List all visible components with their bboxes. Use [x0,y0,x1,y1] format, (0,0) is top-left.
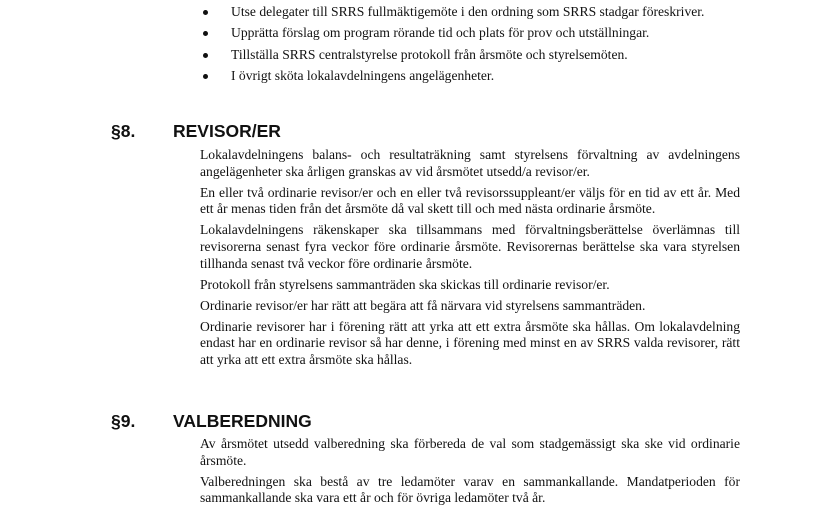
section-title: VALBEREDNING [173,411,312,431]
list-item-text: Utse delegater till SRRS fullmäktigemöte i den ordning som SRRS stadgar föreskriver. [231,4,705,19]
section-number: §9. [111,411,136,431]
paragraph: En eller två ordinarie revisor/er och en eller två revisorssuppleant/er väljs för en tid av ett år. Med ett år menas tiden från det årsmöte då val skett till och med nästa ordinarie årsmöte. [200,184,740,217]
duties-bullet-list [201,4,761,89]
paragraph: Av årsmötet utsedd valberedning ska förbereda de val som stadgemässigt ska ske vid ordinarie årsmöte. [200,436,740,468]
bullet-dot-icon [203,31,208,36]
list-item [201,68,761,84]
paragraph: Ordinarie revisorer har i förening rätt att yrka att ett extra årsmöte ska hållas. Om lokalavdelning endast har en ordinarie revisor så har denne, i förening med minst en av SRRS valda revisorer, rätt att yrka att ett extra årsmöte ska hållas. [200,318,740,368]
section-9-body [200,436,740,511]
paragraph: Lokalavdelningens balans- och resultaträkning samt styrelsens förvaltning av avdelningens angelägenheter ska årligen granskas av vid årsmötet utsedd/a revisor/er. [200,147,740,179]
list-item-text: Tillställa SRRS centralstyrelse protokoll från årsmöte och styrelsemöten. [231,46,628,62]
paragraph: Lokalavdelningens räkenskaper ska tillsammans med förvaltningsberättelse överlämnas till revisorerna senast fyra veckor före ordinarie årsmöte. Revisorernas berättelse ska vara styrelsen tillhanda senast två veckor före ordinarie årsmöte. [200,222,740,271]
section-8-body [200,147,740,373]
list-item-text: Upprätta förslag om program rörande tid och plats för prov och utställningar. [231,25,650,41]
bullet-dot-icon [203,53,208,58]
section-title: REVISOR/ER [173,121,281,141]
list-item [201,25,761,41]
list-item [201,47,761,63]
bullet-dot-icon [203,74,208,79]
section-number: §8. [111,121,136,141]
paragraph: Protokoll från styrelsens sammanträden ska skickas till ordinarie revisor/er. [200,276,610,292]
list-item-text: I övrigt sköta lokalavdelningens angelägenheter. [231,67,495,83]
paragraph: Ordinarie revisor/er har rätt att begära att få närvara vid styrelsens sammanträden. [200,297,646,313]
paragraph: Valberedningen ska bestå av tre ledamöter varav en sammankallande. Mandatperioden för sammankallande ska vara ett år och för övriga ledamöter två år. [200,473,740,506]
bullet-dot-icon [203,10,208,15]
list-item [201,4,761,20]
